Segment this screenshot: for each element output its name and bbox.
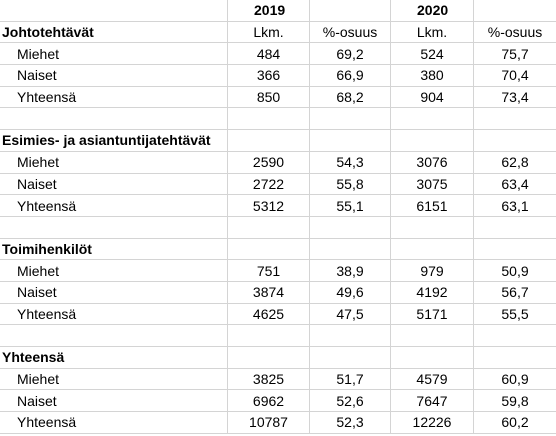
value-cell[interactable]: 2722 (228, 174, 310, 196)
row-label[interactable]: Naiset (0, 390, 228, 412)
section-title[interactable]: Toimihenkilöt (0, 239, 228, 261)
value-cell[interactable]: 63,1 (474, 195, 556, 217)
value-cell[interactable]: 70,4 (474, 65, 556, 87)
cell-blank[interactable] (310, 130, 391, 152)
value-cell[interactable]: 5171 (391, 304, 474, 326)
row-label[interactable]: Naiset (0, 65, 228, 87)
value-cell[interactable]: 3076 (391, 152, 474, 174)
value-cell[interactable]: 55,1 (310, 195, 391, 217)
value-cell[interactable]: 2590 (228, 152, 310, 174)
value-cell[interactable]: 5312 (228, 195, 310, 217)
row-label[interactable]: Yhteensä (0, 195, 228, 217)
cell-blank[interactable] (474, 325, 556, 347)
value-cell[interactable]: 60,2 (474, 412, 556, 434)
cell-blank[interactable] (391, 217, 474, 239)
value-cell[interactable]: 904 (391, 87, 474, 109)
col-header-lkm[interactable]: Lkm. (228, 22, 310, 44)
cell-blank[interactable] (391, 239, 474, 261)
cell-blank[interactable] (0, 108, 228, 130)
row-label[interactable]: Naiset (0, 282, 228, 304)
cell-blank[interactable] (228, 239, 310, 261)
cell-blank[interactable] (310, 325, 391, 347)
cell-blank[interactable] (228, 325, 310, 347)
value-cell[interactable]: 59,8 (474, 390, 556, 412)
value-cell[interactable]: 7647 (391, 390, 474, 412)
value-cell[interactable]: 380 (391, 65, 474, 87)
col-header-osuus[interactable]: %-osuus (310, 22, 391, 44)
value-cell[interactable]: 4625 (228, 304, 310, 326)
value-cell[interactable]: 6151 (391, 195, 474, 217)
row-label[interactable]: Yhteensä (0, 87, 228, 109)
value-cell[interactable]: 3825 (228, 369, 310, 391)
value-cell[interactable]: 38,9 (310, 260, 391, 282)
value-cell[interactable]: 54,3 (310, 152, 391, 174)
value-cell[interactable]: 12226 (391, 412, 474, 434)
value-cell[interactable]: 10787 (228, 412, 310, 434)
value-cell[interactable]: 60,9 (474, 369, 556, 391)
value-cell[interactable]: 49,6 (310, 282, 391, 304)
cell-blank[interactable] (310, 0, 391, 22)
row-label[interactable]: Yhteensä (0, 304, 228, 326)
value-cell[interactable]: 751 (228, 260, 310, 282)
cell-blank[interactable] (474, 239, 556, 261)
value-cell[interactable]: 69,2 (310, 43, 391, 65)
cell-blank[interactable] (391, 347, 474, 369)
value-cell[interactable]: 850 (228, 87, 310, 109)
value-cell[interactable]: 366 (228, 65, 310, 87)
value-cell[interactable]: 3874 (228, 282, 310, 304)
value-cell[interactable]: 68,2 (310, 87, 391, 109)
row-label[interactable]: Miehet (0, 152, 228, 174)
value-cell[interactable]: 55,8 (310, 174, 391, 196)
value-cell[interactable]: 75,7 (474, 43, 556, 65)
cell-blank[interactable] (474, 108, 556, 130)
cell-blank[interactable] (310, 217, 391, 239)
row-label[interactable]: Yhteensä (0, 412, 228, 434)
cell-blank[interactable] (474, 347, 556, 369)
value-cell[interactable]: 62,8 (474, 152, 556, 174)
value-cell[interactable]: 4579 (391, 369, 474, 391)
cell-blank[interactable] (474, 0, 556, 22)
value-cell[interactable]: 52,6 (310, 390, 391, 412)
col-header-lkm[interactable]: Lkm. (391, 22, 474, 44)
value-cell[interactable]: 6962 (228, 390, 310, 412)
value-cell[interactable]: 73,4 (474, 87, 556, 109)
value-cell[interactable]: 4192 (391, 282, 474, 304)
value-cell[interactable]: 56,7 (474, 282, 556, 304)
cell-blank[interactable] (0, 0, 228, 22)
cell-blank[interactable] (310, 347, 391, 369)
row-label[interactable]: Miehet (0, 369, 228, 391)
cell-blank[interactable] (310, 108, 391, 130)
cell-blank[interactable] (228, 347, 310, 369)
cell-blank[interactable] (228, 217, 310, 239)
row-label[interactable]: Miehet (0, 43, 228, 65)
row-label[interactable]: Naiset (0, 174, 228, 196)
cell-blank[interactable] (391, 325, 474, 347)
value-cell[interactable]: 3075 (391, 174, 474, 196)
value-cell[interactable]: 63,4 (474, 174, 556, 196)
value-cell[interactable]: 47,5 (310, 304, 391, 326)
cell-blank[interactable] (228, 108, 310, 130)
value-cell[interactable]: 979 (391, 260, 474, 282)
cell-blank[interactable] (228, 130, 310, 152)
cell-blank[interactable] (310, 239, 391, 261)
cell-blank[interactable] (474, 217, 556, 239)
cell-blank[interactable] (391, 108, 474, 130)
section-title[interactable]: Johtotehtävät (0, 22, 228, 44)
year-2019-header[interactable]: 2019 (228, 0, 310, 22)
cell-blank[interactable] (391, 130, 474, 152)
cell-blank[interactable] (474, 130, 556, 152)
value-cell[interactable]: 51,7 (310, 369, 391, 391)
section-title[interactable]: Yhteensä (0, 347, 228, 369)
value-cell[interactable]: 52,3 (310, 412, 391, 434)
value-cell[interactable]: 484 (228, 43, 310, 65)
value-cell[interactable]: 55,5 (474, 304, 556, 326)
value-cell[interactable]: 524 (391, 43, 474, 65)
year-2020-header[interactable]: 2020 (391, 0, 474, 22)
cell-blank[interactable] (0, 217, 228, 239)
section-title[interactable]: Esimies- ja asiantuntijatehtävät (0, 130, 228, 152)
col-header-osuus[interactable]: %-osuus (474, 22, 556, 44)
value-cell[interactable]: 50,9 (474, 260, 556, 282)
value-cell[interactable]: 66,9 (310, 65, 391, 87)
cell-blank[interactable] (0, 325, 228, 347)
row-label[interactable]: Miehet (0, 260, 228, 282)
